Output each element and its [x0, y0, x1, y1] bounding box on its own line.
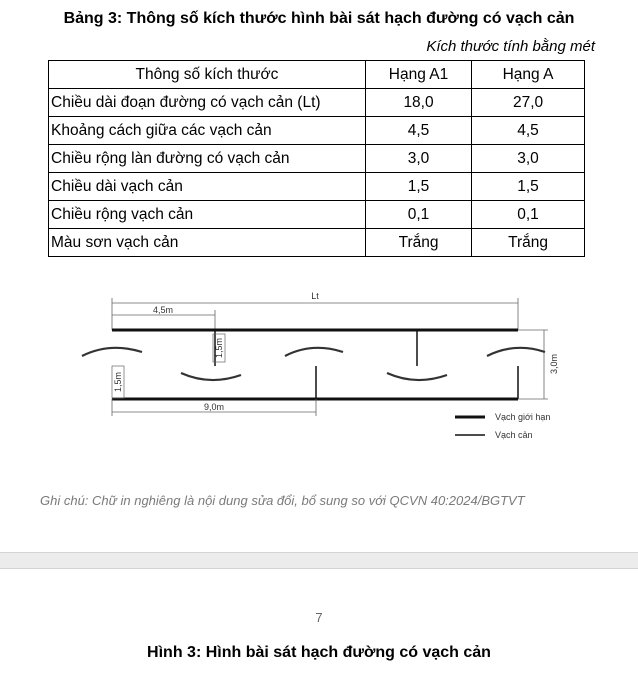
obstacle-course-diagram: [60, 286, 570, 456]
table-row: [49, 229, 585, 257]
table-row: [49, 173, 585, 201]
width-dimension: [518, 330, 548, 399]
figure-caption: Hình 3: Hình bài sát hạch đường có vạch cản: [147, 644, 491, 661]
legend-boundary-label: Vạch giới hạn: [495, 412, 551, 422]
spacing-label: 4,5m: [152, 305, 174, 315]
row-value-a1: 3,0: [365, 145, 471, 173]
path-arrow-curve: [285, 348, 343, 356]
row-label: Màu sơn vạch cản: [49, 229, 366, 257]
table-row: [49, 201, 585, 229]
row-value-a1: 0,1: [365, 201, 471, 229]
row-label: Chiều dài đoạn đường có vạch cản (Lt): [49, 89, 366, 117]
page-number: 7: [315, 610, 323, 625]
row-value-a: 0,1: [472, 201, 585, 229]
table-header-row: [49, 61, 585, 89]
row-value-a: 4,5: [472, 117, 585, 145]
path-arrow-curve: [82, 348, 142, 356]
row-value-a1: 18,0: [365, 89, 471, 117]
row-label: Khoảng cách giữa các vạch cản: [49, 117, 366, 145]
spec-table: [48, 60, 585, 257]
table-row: [49, 117, 585, 145]
path-arrow-curve: [487, 348, 545, 356]
header-class-a: Hạng A: [472, 61, 585, 89]
obstacle-length-label: 1,5m: [214, 337, 224, 358]
page-separator: [0, 552, 638, 569]
legend-obstacle-label: Vạch cản: [495, 430, 533, 440]
row-value-a: 27,0: [472, 89, 585, 117]
unit-note: Kích thước tính bằng mét: [426, 38, 595, 55]
row-value-a1: 4,5: [365, 117, 471, 145]
row-value-a1: 1,5: [365, 173, 471, 201]
footnote: Ghi chú: Chữ in nghiêng là nội dung sửa đổi, bổ sung so với QCVN 40:2024/BGTVT: [40, 493, 525, 508]
path-arrow-curve: [387, 373, 447, 380]
row-label: Chiều rộng vạch cản: [49, 201, 366, 229]
row-value-a: Trắng: [472, 229, 585, 257]
lt-label: Lt: [311, 291, 319, 301]
table-row: [49, 145, 585, 173]
table-title: Bảng 3: Thông số kích thước hình bài sát hạch đường có vạch cản: [63, 10, 575, 27]
path-arrow-curve: [181, 373, 241, 380]
row-label: Chiều dài vạch cản: [49, 173, 366, 201]
row-value-a1: Trắng: [365, 229, 471, 257]
bottom-span-label: 9,0m: [203, 402, 225, 412]
table-row: [49, 89, 585, 117]
left-obstacle-length-label: 1,5m: [113, 371, 123, 392]
width-label: 3,0m: [549, 353, 559, 374]
row-label: Chiều rộng làn đường có vạch cản: [49, 145, 366, 173]
header-parameter: Thông số kích thước: [49, 61, 366, 89]
row-value-a: 1,5: [472, 173, 585, 201]
row-value-a: 3,0: [472, 145, 585, 173]
header-class-a1: Hạng A1: [365, 61, 471, 89]
